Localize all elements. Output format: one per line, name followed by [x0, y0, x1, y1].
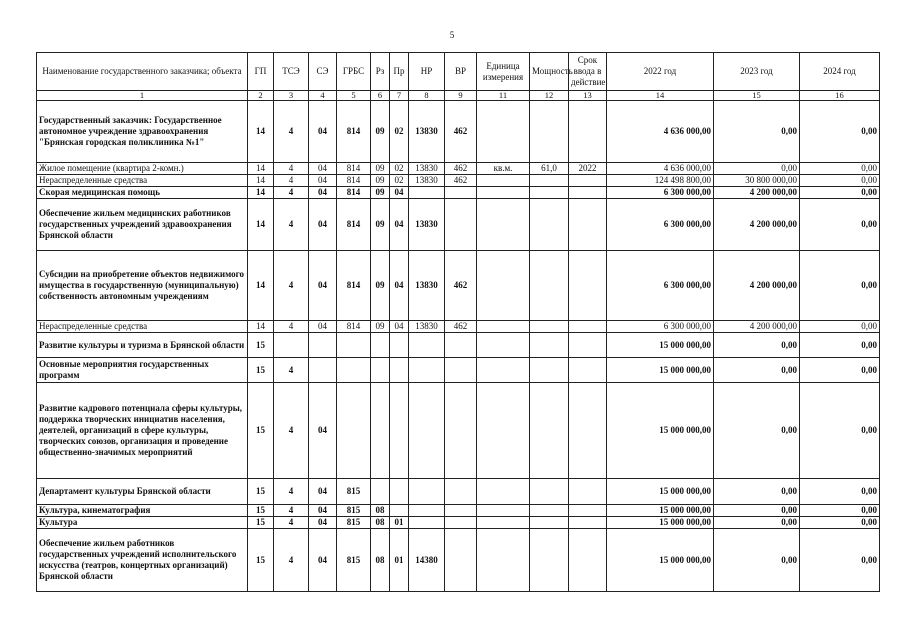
table-cell: 08 — [371, 517, 390, 529]
table-cell — [409, 479, 445, 505]
table-cell: 15 — [248, 383, 274, 479]
table-cell: 0,00 — [800, 529, 880, 592]
table-cell: 14 — [248, 321, 274, 333]
table-cell: 0,00 — [800, 251, 880, 321]
header-cell: Пр — [390, 53, 409, 91]
column-number-cell: 7 — [390, 91, 409, 101]
table-cell: 04 — [309, 479, 337, 505]
table-cell: 4 — [274, 358, 309, 383]
table-cell: 462 — [445, 163, 477, 175]
table-cell — [337, 383, 371, 479]
table-cell — [569, 251, 607, 321]
table-cell: 0,00 — [714, 101, 800, 163]
table-cell: 0,00 — [800, 333, 880, 358]
table-cell — [477, 479, 530, 505]
table-cell: 0,00 — [714, 479, 800, 505]
column-number-cell: 6 — [371, 91, 390, 101]
column-number-cell: 11 — [477, 91, 530, 101]
table-cell: 15 — [248, 333, 274, 358]
table-cell: 814 — [337, 187, 371, 199]
table-cell: 15 — [248, 479, 274, 505]
table-cell: 14 — [248, 187, 274, 199]
table-cell: 09 — [371, 199, 390, 251]
table-cell: 04 — [309, 505, 337, 517]
table-cell: 0,00 — [800, 383, 880, 479]
table-cell: 04 — [309, 187, 337, 199]
table-cell — [445, 505, 477, 517]
table-cell: 2022 — [569, 163, 607, 175]
table-cell: 815 — [337, 529, 371, 592]
table-cell: 814 — [337, 163, 371, 175]
table-cell: 13830 — [409, 101, 445, 163]
table-cell: 4 636 000,00 — [607, 101, 714, 163]
table-cell: 15 — [248, 529, 274, 592]
table-cell — [445, 383, 477, 479]
table-cell: 04 — [309, 251, 337, 321]
table-cell: 815 — [337, 517, 371, 529]
table-cell — [569, 505, 607, 517]
table-cell: 04 — [309, 529, 337, 592]
table-cell: 814 — [337, 175, 371, 187]
table-cell: 4 200 000,00 — [714, 187, 800, 199]
table-cell: 0,00 — [800, 163, 880, 175]
table-cell — [445, 187, 477, 199]
table-cell — [371, 383, 390, 479]
table-cell: 0,00 — [800, 517, 880, 529]
table-cell — [530, 479, 569, 505]
table-row — [37, 101, 880, 163]
header-cell: Единица измерения — [477, 53, 530, 91]
table-cell: 814 — [337, 199, 371, 251]
table-row — [37, 175, 880, 187]
table-cell — [409, 187, 445, 199]
table-cell: 6 300 000,00 — [607, 321, 714, 333]
table-cell: кв.м. — [477, 163, 530, 175]
table-cell — [274, 333, 309, 358]
table-body — [37, 101, 880, 592]
row-name-cell: Нераспределенные средства — [37, 175, 248, 187]
table-row — [37, 383, 880, 479]
table-cell: 15 000 000,00 — [607, 358, 714, 383]
header-cell: Рз — [371, 53, 390, 91]
table-cell: 15 000 000,00 — [607, 333, 714, 358]
table-cell — [569, 321, 607, 333]
table-cell: 14 — [248, 163, 274, 175]
table-cell: 4 — [274, 479, 309, 505]
table-cell — [409, 505, 445, 517]
table-cell: 15 000 000,00 — [607, 479, 714, 505]
table-row — [37, 505, 880, 517]
table-cell — [530, 505, 569, 517]
table-cell: 462 — [445, 101, 477, 163]
table-cell — [445, 529, 477, 592]
table-cell — [337, 358, 371, 383]
table-cell — [569, 517, 607, 529]
table-cell: 04 — [309, 321, 337, 333]
table-cell — [530, 321, 569, 333]
table-cell: 4 200 000,00 — [714, 199, 800, 251]
table-cell — [530, 333, 569, 358]
table-cell: 0,00 — [800, 505, 880, 517]
table-cell: 4 — [274, 251, 309, 321]
table-cell — [390, 358, 409, 383]
table-cell: 0,00 — [800, 199, 880, 251]
table-cell: 0,00 — [714, 505, 800, 517]
table-cell: 01 — [390, 517, 409, 529]
row-name-cell: Жилое помещение (квартира 2-комн.) — [37, 163, 248, 175]
table-cell — [477, 199, 530, 251]
column-number-cell: 9 — [445, 91, 477, 101]
table-cell: 0,00 — [714, 529, 800, 592]
table-cell: 15 — [248, 505, 274, 517]
table-cell: 4 — [274, 163, 309, 175]
row-name-cell: Департамент культуры Брянской области — [37, 479, 248, 505]
header-cell: ТСЭ — [274, 53, 309, 91]
table-cell — [309, 333, 337, 358]
table-cell — [477, 529, 530, 592]
table-cell: 124 498 800,00 — [607, 175, 714, 187]
table-cell: 814 — [337, 251, 371, 321]
row-name-cell: Субсидии на приобретение объектов недвижимого имущества в государственную (муниципальную) собственность автономным учреждениям — [37, 251, 248, 321]
column-number-cell: 12 — [530, 91, 569, 101]
table-row — [37, 529, 880, 592]
table-cell: 0,00 — [800, 101, 880, 163]
table-cell: 462 — [445, 321, 477, 333]
table-cell — [390, 479, 409, 505]
table-cell — [390, 505, 409, 517]
table-cell: 0,00 — [800, 479, 880, 505]
table-cell: 15 000 000,00 — [607, 517, 714, 529]
table-cell: 01 — [390, 529, 409, 592]
header-cell: Мощность — [530, 53, 569, 91]
table-cell — [371, 333, 390, 358]
table-cell: 0,00 — [800, 358, 880, 383]
table-cell — [530, 529, 569, 592]
row-name-cell: Культура — [37, 517, 248, 529]
table-cell: 04 — [309, 383, 337, 479]
table-cell: 04 — [309, 199, 337, 251]
table-cell — [530, 383, 569, 479]
row-name-cell: Основные мероприятия государственных программ — [37, 358, 248, 383]
table-cell — [530, 251, 569, 321]
table-cell: 02 — [390, 175, 409, 187]
table-cell — [390, 383, 409, 479]
table-cell: 02 — [390, 163, 409, 175]
table-cell — [530, 175, 569, 187]
table-cell: 13830 — [409, 321, 445, 333]
table-cell — [530, 101, 569, 163]
table-cell: 4 636 000,00 — [607, 163, 714, 175]
table-cell: 4 200 000,00 — [714, 321, 800, 333]
table-row — [37, 199, 880, 251]
table-cell: 15 — [248, 358, 274, 383]
table-cell: 815 — [337, 479, 371, 505]
row-name-cell: Обеспечение жильем медицинских работников государственных учреждений здравоохранения Брянской области — [37, 199, 248, 251]
table-cell: 0,00 — [714, 517, 800, 529]
table-row — [37, 187, 880, 199]
table-cell — [569, 187, 607, 199]
table-row — [37, 163, 880, 175]
table-cell: 08 — [371, 505, 390, 517]
table-row — [37, 479, 880, 505]
table-cell — [445, 333, 477, 358]
table-cell — [477, 505, 530, 517]
table-cell: 09 — [371, 251, 390, 321]
column-number-cell: 3 — [274, 91, 309, 101]
table-cell: 13830 — [409, 163, 445, 175]
table-cell — [530, 199, 569, 251]
table-cell: 4 200 000,00 — [714, 251, 800, 321]
row-name-cell: Культура, кинематография — [37, 505, 248, 517]
header-cell: 2024 год — [800, 53, 880, 91]
table-cell: 814 — [337, 101, 371, 163]
table-cell: 4 — [274, 321, 309, 333]
table-cell: 0,00 — [800, 175, 880, 187]
table-cell: 04 — [390, 251, 409, 321]
table-cell — [445, 517, 477, 529]
column-number-cell: 4 — [309, 91, 337, 101]
table-cell: 02 — [390, 101, 409, 163]
column-number-cell: 15 — [714, 91, 800, 101]
table-cell: 04 — [390, 199, 409, 251]
table-cell: 4 — [274, 505, 309, 517]
table-cell: 4 — [274, 517, 309, 529]
table-cell — [530, 187, 569, 199]
header-cell: Срок ввода в действие — [569, 53, 607, 91]
column-number-cell: 2 — [248, 91, 274, 101]
table-cell — [530, 358, 569, 383]
table-cell — [390, 333, 409, 358]
table-row — [37, 517, 880, 529]
header-cell: ГП — [248, 53, 274, 91]
table-cell — [530, 517, 569, 529]
table-cell: 14380 — [409, 529, 445, 592]
table-cell: 6 300 000,00 — [607, 187, 714, 199]
table-cell — [409, 358, 445, 383]
table-cell: 14 — [248, 251, 274, 321]
table-cell: 13830 — [409, 251, 445, 321]
table-cell: 08 — [371, 529, 390, 592]
page-number: 5 — [449, 30, 455, 40]
row-name-cell: Государственный заказчик: Государственное автономное учреждение здравоохранения "Брянская городская поликлиника №1" — [37, 101, 248, 163]
table-cell: 0,00 — [714, 333, 800, 358]
row-name-cell: Развитие кадрового потенциала сферы культуры, поддержка творческих инициатив населения, деятелей, организаций в сфере культуры, творческих союзов, организация и проведение общественно-значимых мероприятий — [37, 383, 248, 479]
table-row — [37, 358, 880, 383]
table-cell: 61,0 — [530, 163, 569, 175]
header-cell: ВР — [445, 53, 477, 91]
table-cell: 814 — [337, 321, 371, 333]
table-cell — [569, 529, 607, 592]
row-name-cell: Нераспределенные средства — [37, 321, 248, 333]
table-cell: 04 — [309, 175, 337, 187]
table-cell — [477, 175, 530, 187]
table-cell: 09 — [371, 163, 390, 175]
table-cell: 15 000 000,00 — [607, 505, 714, 517]
table-cell: 4 — [274, 101, 309, 163]
table-cell: 15 — [248, 517, 274, 529]
table-cell — [409, 383, 445, 479]
table-cell: 15 000 000,00 — [607, 383, 714, 479]
table-cell — [569, 358, 607, 383]
table-row — [37, 321, 880, 333]
header-cell: СЭ — [309, 53, 337, 91]
table-cell — [477, 358, 530, 383]
table-cell — [409, 517, 445, 529]
table-cell — [371, 479, 390, 505]
table-cell: 0,00 — [800, 321, 880, 333]
table-cell — [477, 383, 530, 479]
table-cell: 462 — [445, 251, 477, 321]
header-cell: ГРБС — [337, 53, 371, 91]
table-cell: 09 — [371, 175, 390, 187]
table-cell: 04 — [390, 321, 409, 333]
table-cell — [569, 479, 607, 505]
table-cell — [477, 321, 530, 333]
table-cell — [409, 333, 445, 358]
table-cell — [569, 333, 607, 358]
table-cell: 15 000 000,00 — [607, 529, 714, 592]
table-cell — [371, 358, 390, 383]
table-cell — [477, 333, 530, 358]
table-cell: 4 — [274, 383, 309, 479]
table-cell — [477, 101, 530, 163]
table-cell: 30 800 000,00 — [714, 175, 800, 187]
table-cell — [445, 479, 477, 505]
row-name-cell: Развитие культуры и туризма в Брянской области — [37, 333, 248, 358]
table-cell — [569, 383, 607, 479]
table-cell — [477, 517, 530, 529]
column-number-cell: 5 — [337, 91, 371, 101]
column-number-cell: 8 — [409, 91, 445, 101]
table-cell: 09 — [371, 187, 390, 199]
column-number-row — [37, 91, 880, 101]
table-cell: 13830 — [409, 175, 445, 187]
table-cell — [337, 333, 371, 358]
header-cell: 2022 год — [607, 53, 714, 91]
table-cell: 14 — [248, 101, 274, 163]
header-row — [37, 53, 880, 91]
table-cell: 0,00 — [800, 187, 880, 199]
row-name-cell: Скорая медицинская помощь — [37, 187, 248, 199]
header-cell: 2023 год — [714, 53, 800, 91]
table-cell — [477, 251, 530, 321]
table-cell — [445, 199, 477, 251]
table-cell: 09 — [371, 321, 390, 333]
table-cell — [569, 175, 607, 187]
table-cell: 14 — [248, 175, 274, 187]
header-cell: НР — [409, 53, 445, 91]
table-cell: 4 — [274, 199, 309, 251]
table-cell: 04 — [309, 101, 337, 163]
table-cell: 0,00 — [714, 163, 800, 175]
table-cell — [477, 187, 530, 199]
table-cell: 4 — [274, 187, 309, 199]
column-number-cell: 16 — [800, 91, 880, 101]
table-cell: 13830 — [409, 199, 445, 251]
table-cell — [309, 358, 337, 383]
table-cell — [445, 358, 477, 383]
column-number-cell: 13 — [569, 91, 607, 101]
table-cell: 6 300 000,00 — [607, 251, 714, 321]
table-cell: 4 — [274, 175, 309, 187]
table-row — [37, 251, 880, 321]
column-number-cell: 1 — [37, 91, 248, 101]
table-cell: 0,00 — [714, 383, 800, 479]
table-cell: 815 — [337, 505, 371, 517]
header-cell: Наименование государственного заказчика; объекта — [37, 53, 248, 91]
table-cell: 14 — [248, 199, 274, 251]
table-cell: 04 — [309, 517, 337, 529]
table-row — [37, 333, 880, 358]
table-cell: 09 — [371, 101, 390, 163]
table-cell: 0,00 — [714, 358, 800, 383]
table-cell — [569, 101, 607, 163]
table-cell: 04 — [390, 187, 409, 199]
table-cell: 4 — [274, 529, 309, 592]
table-cell — [569, 199, 607, 251]
table-cell: 462 — [445, 175, 477, 187]
row-name-cell: Обеспечение жильем работников государственных учреждений исполнительского искусства (театров, концертных организаций) Брянской области — [37, 529, 248, 592]
table-cell: 6 300 000,00 — [607, 199, 714, 251]
budget-table — [36, 52, 880, 592]
column-number-cell: 14 — [607, 91, 714, 101]
table-cell: 04 — [309, 163, 337, 175]
